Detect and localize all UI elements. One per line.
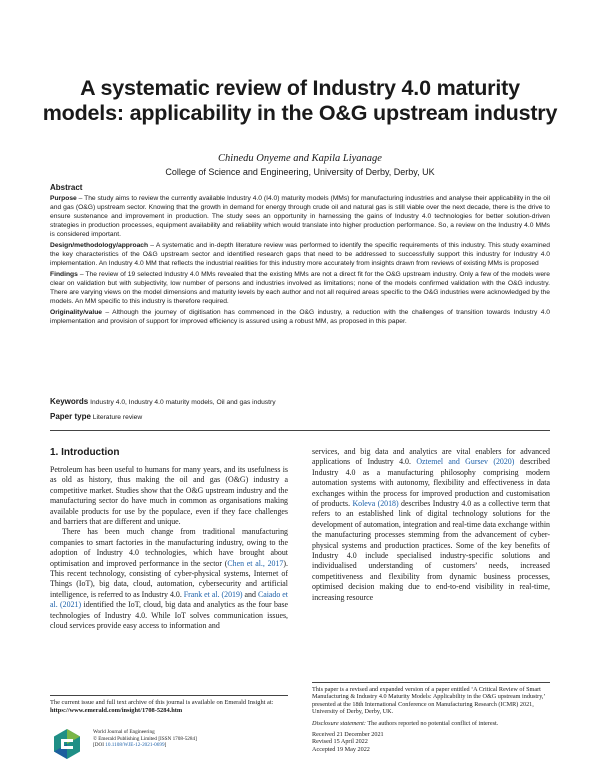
citation-frank[interactable]: Frank et al. (2019) — [183, 589, 243, 599]
citation-koleva[interactable]: Koleva (2018) — [352, 499, 399, 509]
originality-label: Originality/value — [50, 308, 103, 316]
journal-doi — [93, 742, 293, 749]
body-column-left — [50, 447, 288, 632]
revised-date: Revised 15 April 2022 — [312, 738, 368, 746]
abstract-purpose — [50, 194, 550, 239]
authors: Chinedu Onyeme and Kapila Liyanage — [218, 153, 382, 164]
abstract-heading: Abstract — [50, 183, 83, 192]
purpose-text: – The study aims to review the currently available Industry 4.0 (I4.0) maturity models (MMs) for manufacturing industries and analyse their applicability in the oil and gas (O&G) upstream sector. Knowing that the growth in demand for energy through crude oil and natural gas is still viable over the next decade, there is the drive to ensure sustenance and improvement in production. The study sees an opportunity in harnessing the gains of Industry 4.0 technologies for better solution-driven strategies in production processes, equipment availability and reliability which would translate into higher production performance. So, a review on the Industry 4.0 MMs is considered important. — [50, 195, 550, 239]
journal-info — [93, 729, 293, 749]
abstract-design — [50, 241, 550, 268]
col2-text-a: services, and big data and analytics are vital enablers for advanced applications of Industry 4.0. — [312, 447, 550, 467]
col2-text-c: describes Industry 4.0 as a collective term that refers to an established link of digital technology solutions for the development of automation, integration and real-time data exchange within the manufacturing processes stemming from the advancement of cyber-physical systems and production practices. Some of the key benefits of Industry 4.0 include specialised industry-specific solutions and individualised understanding of customers’ needs, increased competitiveness and flexibility from dynamic business processes, optimised decision making due to end-to-end visibility in real-time, increasing resource — [312, 499, 551, 602]
body-column-right — [312, 447, 550, 603]
paper-type-label: Paper type — [50, 412, 91, 421]
revised-note: This paper is a revised and expanded version of a paper entitled ‘A Critical Review of Smart Manufacturing & Industry 4.0 Maturity Models: Applicability in the O&G upstream industry,’ presented at the 18th International Conference on Manufacturing Research (ICMR) 2021, University of Derby, Derby, UK. — [312, 686, 546, 716]
col2-text-b: described Industry 4.0 as a manufacturing philosophy comprising modern automation systems with autonomy, flexibility and effectiveness in data exchanges within the process for improved production and customisation of products. — [312, 457, 550, 509]
citation-oztemel[interactable]: Oztemel and Gursev (2020) — [416, 457, 515, 467]
accepted-date: Accepted 19 May 2022 — [312, 745, 370, 753]
p2-text-d: identified the IoT, cloud, big data and analytics as the four base technologies of Industry 4.0. While IoT solves communication issues, cloud services provide easy access to information and — [50, 600, 289, 631]
journal-name: World Journal of Engineering — [93, 729, 155, 735]
intro-paragraph-1: Petroleum has been useful to humans for many years, and its usefulness is as old as history, thus making the oil and gas (O&G) industry a competitive market. Studies show that the O&G upstream industry and the manufacturing sector do have much in common as organisations making available products for use by the populace, even if they face challenges and barriers that are different and unique. — [50, 465, 288, 527]
keywords-label: Keywords — [50, 397, 89, 406]
keywords — [50, 397, 550, 406]
affiliation: College of Science and Engineering, University of Derby, Derby, UK — [165, 167, 435, 177]
doi-end: ] — [164, 742, 167, 749]
findings-label: Findings — [50, 270, 78, 278]
emerald-logo-icon — [50, 727, 84, 761]
footnote-left — [50, 699, 288, 714]
p2-text-b: ). This recent technology, consisting of cyber-physical systems, Internet of Things (IoT), big data, cloud, automation, cybersecurity and artificial intelligence, is referred to as Industry 4.0. — [50, 558, 288, 599]
doi-label: [DOI — [93, 742, 106, 749]
paper-type-text: Literature review — [90, 414, 143, 421]
abstract-originality — [50, 308, 550, 326]
keywords-text: Industry 4.0, Industry 4.0 maturity models, Oil and gas industry — [88, 399, 276, 406]
design-label: Design/methodology/approach — [50, 242, 149, 250]
p2-text-c: and — [242, 589, 258, 599]
journal-publisher: © Emerald Publishing Limited [ISSN 1708-5284] — [93, 735, 197, 742]
intro-paragraph-continued — [312, 447, 550, 603]
footnote-divider-right — [312, 682, 550, 683]
abstract — [50, 183, 550, 327]
disclosure — [312, 720, 550, 727]
design-text: – A systematic and in-depth literature review was performed to identify the specific requirements of this industry. This study examined the key characteristics of the O&G upstream sector and identified research gaps that need to be addressed to successfully support this industry for Industry 4.0 implementation. An Industry 4.0 MM that reflects the industrial realities for this industry more accurately from insights drawn from reviews of existing MMs is proposed — [50, 242, 550, 268]
purpose-label: Purpose — [50, 195, 77, 203]
originality-text: – Although the journey of digitisation has commenced in the O&G industry, a reduction with the challenges of transition towards Industry 4.0 implementation and provision of support for improved efficiency is assured using a robust MM, as proposed in this paper. — [50, 308, 550, 325]
findings-text: – The review of 19 selected Industry 4.0 MMs revealed that the existing MMs are not a direct fit for the O&G upstream industry. Only a few of the models were clear on validation but with subjectivity, low number of persons and industries involved as limitations; none of the models confirmed validation with the O&G industry. There are varying views on the model dimensions and maturity levels by each author and not all required areas specific to the O&G industries were acknowledged by the models. An MM specific to this industry is therefore required. — [50, 270, 550, 306]
paper-title: A systematic review of Industry 4.0 maturity models: applicability in the O&G upstream industry — [42, 76, 558, 125]
archive-url-link[interactable]: https://www.emerald.com/insight/1708-5284.htm — [50, 706, 183, 714]
intro-paragraph-2 — [50, 527, 288, 631]
citation-chen[interactable]: Chen et al., 2017 — [227, 558, 284, 568]
citation-caiado[interactable]: Caiado et al. (2021) — [50, 589, 288, 610]
received-date: Received 21 December 2021 — [312, 731, 384, 739]
doi-link[interactable]: 10.1108/WJE-12-2021-0699 — [105, 742, 165, 749]
paper-type — [50, 412, 550, 421]
p2-text-a: There has been much change from traditional manufacturing companies to smart factories in the manufacturing industry, owing to the adoption of Industry 4.0 technologies, which have brought about optimisation and improved performance in the sector ( — [50, 527, 288, 568]
abstract-findings — [50, 270, 550, 306]
footnote-divider-left — [50, 695, 288, 696]
section-divider — [50, 430, 550, 431]
footnote-right — [312, 686, 550, 753]
archive-text: The current issue and full text archive of this journal is available on Emerald Insight at: — [50, 699, 274, 706]
disclosure-label: Disclosure statement: — [312, 719, 366, 727]
introduction-heading: 1. Introduction — [50, 447, 120, 458]
disclosure-text: The authors reported no potential conflict of interest. — [365, 719, 499, 727]
